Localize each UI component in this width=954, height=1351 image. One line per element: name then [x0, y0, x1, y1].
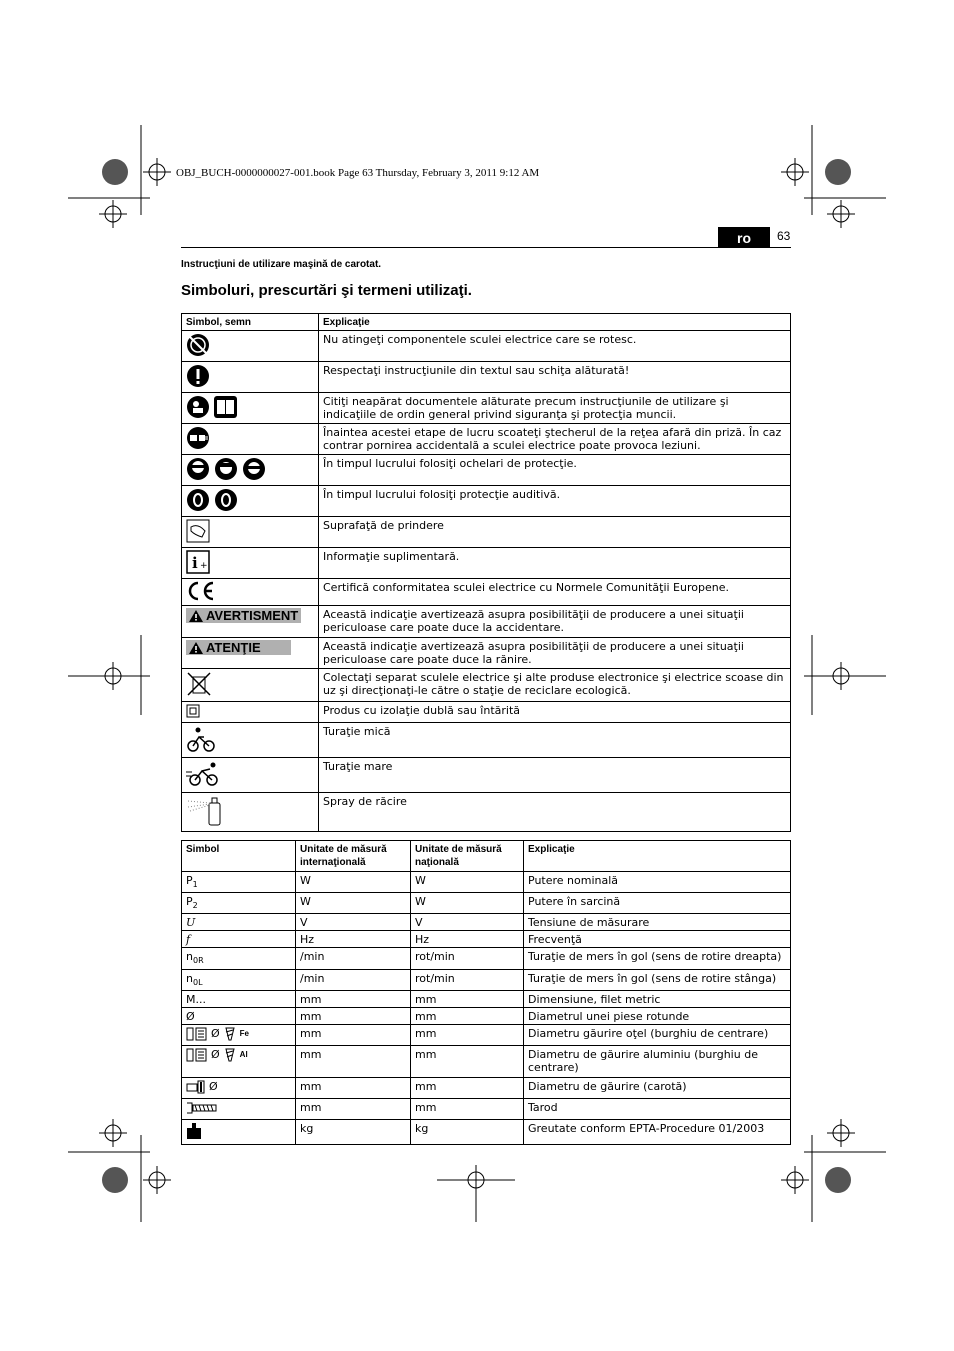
national-unit-cell: Hz — [411, 931, 524, 948]
weight-icon — [186, 1122, 202, 1140]
header-explanation: Explicaţie — [524, 841, 791, 872]
warning-triangle-icon — [189, 610, 203, 622]
symbol-cell — [182, 758, 319, 793]
symbol-cell — [182, 638, 319, 669]
caution-label-text: ATENŢIE — [206, 640, 261, 655]
material-label: Fe — [239, 1029, 250, 1039]
explanation-cell: Turaţie mică — [319, 723, 791, 758]
symbol-subscript: 2 — [192, 901, 198, 911]
intl-unit-cell: Hz — [296, 931, 411, 948]
tap-icon — [186, 1101, 218, 1115]
symbol-cell — [182, 362, 319, 393]
table-row — [182, 331, 791, 362]
header-symbol: Simbol — [182, 841, 296, 872]
svg-text:+: + — [200, 561, 208, 571]
symbol-cell — [182, 1098, 296, 1119]
national-unit-cell: mm — [411, 1098, 524, 1119]
drill-stand-icon — [186, 1048, 208, 1062]
explanation-cell: În timpul lucrului folosiţi ochelari de protecţie. — [319, 455, 791, 486]
symbol-cell — [182, 579, 319, 606]
spray-can-icon — [186, 795, 222, 827]
explanation-cell: Nu atingeţi componentele sculei electrice care se rotesc. — [319, 331, 791, 362]
explanation-cell: Produs cu izolaţie dublă sau întărită — [319, 702, 791, 723]
national-unit-cell: V — [411, 914, 524, 931]
explanation-cell: Diametrul unei piese rotunde — [524, 1007, 791, 1024]
explanation-cell: Această indicaţie avertizează asupra posibilităţii de producere a unei situaţii periculoase care poate duce la rănire. — [319, 638, 791, 669]
symbol-cell — [182, 424, 319, 455]
warning-label-text: AVERTISMENT — [206, 608, 299, 623]
header-rule — [181, 247, 791, 248]
symbol-cell — [182, 669, 319, 702]
symbol-cell — [182, 1077, 296, 1098]
symbol-text: n — [186, 971, 193, 985]
ce-mark-icon — [186, 581, 216, 601]
fast-bike-icon — [186, 760, 220, 788]
explanation-cell: Diametru de găurire (carotă) — [524, 1077, 791, 1098]
table-row — [182, 702, 791, 723]
no-touch-rotating-icon — [186, 333, 210, 357]
table-row — [182, 1007, 791, 1024]
explanation-cell: Putere în sarcină — [524, 893, 791, 914]
national-unit-cell: mm — [411, 1077, 524, 1098]
grip-surface-icon — [186, 519, 210, 543]
table-row — [182, 1077, 791, 1098]
explanation-cell: Înaintea acestei etape de lucru scoateţi ştecherul de la reţea afară din priză. În caz contrar pornirea accidentală a sculei electrice poate provoca leziuni. — [319, 424, 791, 455]
header-explanation: Explicaţie — [319, 314, 791, 331]
exclamation-icon — [186, 364, 210, 388]
symbol-cell — [182, 606, 319, 638]
national-unit-cell: mm — [411, 1024, 524, 1045]
explanation-cell: Tensiune de măsurare — [524, 914, 791, 931]
table-row — [182, 793, 791, 832]
explanation-cell: Dimensiune, filet metric — [524, 990, 791, 1007]
table-row — [182, 948, 791, 969]
table-row — [182, 486, 791, 517]
symbol-text: Ø — [211, 1027, 220, 1041]
core-bit-icon — [186, 1080, 206, 1094]
table-row — [182, 362, 791, 393]
symbol-cell — [182, 331, 319, 362]
intl-unit-cell: V — [296, 914, 411, 931]
table-row — [182, 990, 791, 1007]
eye-protection-icon — [186, 457, 266, 481]
intl-unit-cell: /min — [296, 969, 411, 990]
slow-bike-icon — [186, 725, 216, 753]
symbol-cell — [182, 548, 319, 579]
symbol-cell — [182, 1045, 296, 1077]
intl-unit-cell: W — [296, 893, 411, 914]
symbol-cell — [182, 793, 319, 832]
table-row — [182, 723, 791, 758]
header-national-unit: Unitate de măsură naţională — [411, 841, 524, 872]
table-row — [182, 548, 791, 579]
national-unit-cell: rot/min — [411, 969, 524, 990]
explanation-cell: Spray de răcire — [319, 793, 791, 832]
intl-unit-cell: mm — [296, 1077, 411, 1098]
table-row — [182, 669, 791, 702]
header-intl-unit: Unitate de măsură internaţională — [296, 841, 411, 872]
national-unit-cell: mm — [411, 1045, 524, 1077]
explanation-cell: Certifică conformitatea sculei electrice cu Normele Comunităţii Europene. — [319, 579, 791, 606]
warning-triangle-icon — [189, 642, 203, 654]
symbol-cell — [182, 486, 319, 517]
symbol-subscript: 0L — [192, 977, 203, 987]
explanation-cell: Turaţie mare — [319, 758, 791, 793]
table-row — [182, 758, 791, 793]
material-label: Al — [239, 1050, 248, 1060]
intl-unit-cell: kg — [296, 1119, 411, 1144]
symbol-subscript: 1 — [192, 880, 198, 890]
svg-text:i: i — [192, 554, 198, 572]
doc-subtitle: Instrucţiuni de utilizare maşină de carotat. — [181, 259, 382, 270]
symbol-text: n — [186, 950, 193, 964]
intl-unit-cell: W — [296, 872, 411, 893]
intl-unit-cell: mm — [296, 1098, 411, 1119]
symbol-cell — [182, 914, 296, 931]
symbol-cell — [182, 1024, 296, 1045]
symbols-table — [181, 313, 791, 832]
symbol-cell — [182, 969, 296, 990]
table-row — [182, 517, 791, 548]
symbol-cell — [182, 893, 296, 914]
explanation-cell: Greutate conform EPTA-Procedure 01/2003 — [524, 1119, 791, 1144]
explanation-cell: Diametru de găurire aluminiu (burghiu de centrare) — [524, 1045, 791, 1077]
explanation-cell: Respectaţi instrucţiunile din textul sau schiţa alăturată! — [319, 362, 791, 393]
ear-protection-icon — [186, 488, 240, 512]
table-row — [182, 969, 791, 990]
table-row — [182, 424, 791, 455]
table-row — [182, 579, 791, 606]
explanation-cell: Colectaţi separat sculele electrice şi alte produse electronice şi electrice scoase din uz şi direcţionaţi-le către o staţie de reciclare ecologică. — [319, 669, 791, 702]
symbol-text: f — [186, 933, 191, 947]
symbol-text: Ø — [209, 1080, 218, 1094]
symbol-cell: M... — [182, 990, 296, 1007]
language-tag: ro — [718, 227, 770, 248]
book-info: OBJ_BUCH-0000000027-001.book Page 63 Thursday, February 3, 2011 9:12 AM — [176, 167, 540, 179]
symbol-cell — [182, 1119, 296, 1144]
explanation-cell: Citiţi neapărat documentele alăturate precum instrucţiunile de utilizare şi indicaţiile de ordin general privind siguranţa şi protecţia muncii. — [319, 393, 791, 424]
national-unit-cell: W — [411, 893, 524, 914]
explanation-cell: Frecvenţă — [524, 931, 791, 948]
explanation-cell: Turaţie de mers în gol (sens de rotire stânga) — [524, 969, 791, 990]
symbol-cell — [182, 393, 319, 424]
symbol-text: U — [186, 916, 196, 930]
symbol-cell — [182, 723, 319, 758]
intl-unit-cell: mm — [296, 1024, 411, 1045]
drill-bit-icon — [223, 1027, 237, 1041]
intl-unit-cell: mm — [296, 1007, 411, 1024]
symbol-text: Ø — [211, 1048, 220, 1062]
symbol-cell — [182, 872, 296, 893]
drill-bit-icon — [223, 1048, 237, 1062]
symbol-cell — [182, 931, 296, 948]
national-unit-cell: kg — [411, 1119, 524, 1144]
unplug-icon — [186, 426, 210, 450]
symbol-text: P — [186, 895, 193, 909]
intl-unit-cell: mm — [296, 1045, 411, 1077]
explanation-cell: Turaţie de mers în gol (sens de rotire dreapta) — [524, 948, 791, 969]
national-unit-cell: rot/min — [411, 948, 524, 969]
symbol-cell — [182, 517, 319, 548]
symbol-text: P — [186, 874, 193, 887]
explanation-cell: În timpul lucrului folosiţi protecţie auditivă. — [319, 486, 791, 517]
symbol-cell — [182, 702, 319, 723]
explanation-cell: Putere nominală — [524, 872, 791, 893]
intl-unit-cell: mm — [296, 990, 411, 1007]
table-row — [182, 893, 791, 914]
info-icon — [186, 550, 210, 574]
table-row — [182, 606, 791, 638]
symbol-cell — [182, 455, 319, 486]
table-row — [182, 1098, 791, 1119]
national-unit-cell: W — [411, 872, 524, 893]
page-number: 63 — [777, 229, 791, 243]
explanation-cell: Suprafaţă de prindere — [319, 517, 791, 548]
national-unit-cell: mm — [411, 1007, 524, 1024]
warning-label — [186, 608, 301, 623]
double-insulation-icon — [186, 704, 200, 718]
explanation-cell: Informaţie suplimentară. — [319, 548, 791, 579]
table-row — [182, 455, 791, 486]
national-unit-cell: mm — [411, 990, 524, 1007]
section-title: Simboluri, prescurtări şi termeni utilizaţi. — [181, 282, 472, 299]
symbol-cell: Ø — [182, 1007, 296, 1024]
table-row — [182, 914, 791, 931]
weee-bin-icon — [186, 671, 212, 697]
table-header-row — [182, 841, 791, 872]
table-row — [182, 1119, 791, 1144]
intl-unit-cell: /min — [296, 948, 411, 969]
read-manual-icon — [186, 395, 238, 419]
table-row — [182, 872, 791, 893]
header-symbol: Simbol, semn — [182, 314, 319, 331]
table-row — [182, 931, 791, 948]
table-row — [182, 393, 791, 424]
table-header-row — [182, 314, 791, 331]
explanation-cell: Tarod — [524, 1098, 791, 1119]
explanation-cell: Această indicaţie avertizează asupra posibilităţii de producere a unei situaţii periculoase care poate duce la accidentare. — [319, 606, 791, 638]
table-row — [182, 638, 791, 669]
table-row — [182, 1024, 791, 1045]
caution-label — [186, 640, 291, 655]
explanation-cell: Diametru găurire oţel (burghiu de centrare) — [524, 1024, 791, 1045]
symbol-cell — [182, 948, 296, 969]
table-row — [182, 1045, 791, 1077]
units-table — [181, 840, 791, 1145]
symbol-subscript: 0R — [192, 956, 204, 966]
drill-stand-icon — [186, 1027, 208, 1041]
